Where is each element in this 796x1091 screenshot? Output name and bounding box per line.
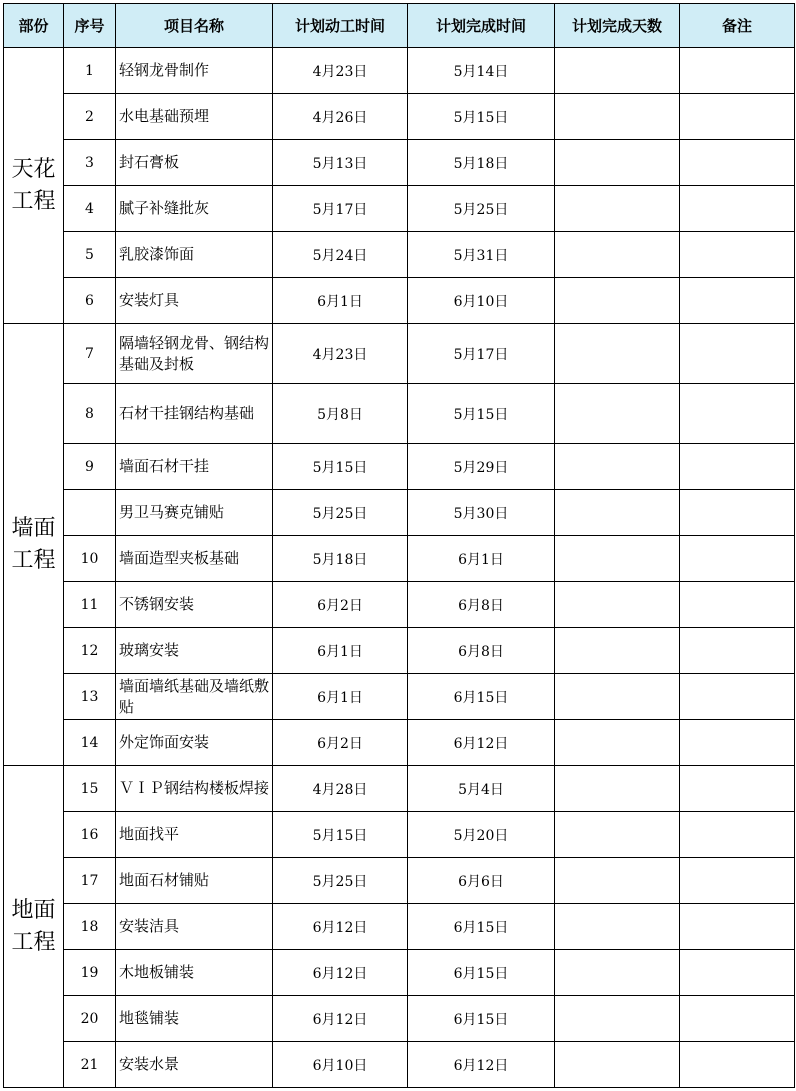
planned-days-cell [555,278,680,324]
row-number: 17 [64,858,116,904]
start-date: 6月10日 [273,1042,408,1088]
remark-cell [680,324,795,384]
table-row [4,996,795,1042]
row-number: 8 [64,384,116,444]
task-name: 水电基础预埋 [116,94,273,140]
task-name: 玻璃安装 [116,628,273,674]
planned-days-cell [555,536,680,582]
table-row [4,674,795,720]
task-name: 不锈钢安装 [116,582,273,628]
planned-days-cell [555,1042,680,1088]
planned-days-cell [555,582,680,628]
start-date: 4月28日 [273,766,408,812]
planned-days-cell [555,996,680,1042]
task-name: 隔墙轻钢龙骨、钢结构基础及封板 [116,324,273,384]
remark-cell [680,490,795,536]
remark-cell [680,720,795,766]
end-date: 6月15日 [408,996,555,1042]
row-number: 21 [64,1042,116,1088]
end-date: 5月30日 [408,490,555,536]
start-date: 5月15日 [273,812,408,858]
remark-cell [680,278,795,324]
table-row [4,490,795,536]
start-date: 4月26日 [273,94,408,140]
remark-cell [680,858,795,904]
end-date: 6月15日 [408,674,555,720]
end-date: 6月6日 [408,858,555,904]
table-row [4,858,795,904]
end-date: 5月17日 [408,324,555,384]
row-number: 10 [64,536,116,582]
header-days: 计划完成天数 [555,4,680,48]
section-label: 地面工程 [4,766,64,1088]
task-name: 地毯铺装 [116,996,273,1042]
task-name: 墙面造型夹板基础 [116,536,273,582]
table-row [4,186,795,232]
start-date: 5月25日 [273,490,408,536]
start-date: 5月25日 [273,858,408,904]
end-date: 5月25日 [408,186,555,232]
task-name: 封石膏板 [116,140,273,186]
header-row [4,4,795,48]
row-number: 11 [64,582,116,628]
task-name: 木地板铺装 [116,950,273,996]
header-no: 序号 [64,4,116,48]
task-name: 墙面石材干挂 [116,444,273,490]
remark-cell [680,628,795,674]
planned-days-cell [555,140,680,186]
table-row [4,904,795,950]
task-name: ＶＩＰ钢结构楼板焊接 [116,766,273,812]
row-number: 16 [64,812,116,858]
start-date: 6月12日 [273,996,408,1042]
row-number: 6 [64,278,116,324]
start-date: 4月23日 [273,48,408,94]
table-row [4,536,795,582]
table-row [4,232,795,278]
remark-cell [680,444,795,490]
table-row [4,582,795,628]
start-date: 4月23日 [273,324,408,384]
remark-cell [680,766,795,812]
start-date: 5月18日 [273,536,408,582]
end-date: 5月20日 [408,812,555,858]
end-date: 5月15日 [408,384,555,444]
row-number: 9 [64,444,116,490]
row-number: 15 [64,766,116,812]
task-name: 石材干挂钢结构基础 [116,384,273,444]
remark-cell [680,904,795,950]
planned-days-cell [555,904,680,950]
row-number: 7 [64,324,116,384]
planned-days-cell [555,490,680,536]
row-number: 18 [64,904,116,950]
start-date: 6月12日 [273,904,408,950]
end-date: 5月14日 [408,48,555,94]
end-date: 6月15日 [408,950,555,996]
table-row [4,1042,795,1088]
row-number: 2 [64,94,116,140]
planned-days-cell [555,950,680,996]
remark-cell [680,536,795,582]
planned-days-cell [555,232,680,278]
end-date: 6月8日 [408,582,555,628]
remark-cell [680,582,795,628]
task-name: 安装灯具 [116,278,273,324]
planned-days-cell [555,766,680,812]
planned-days-cell [555,186,680,232]
header-start: 计划动工时间 [273,4,408,48]
end-date: 6月10日 [408,278,555,324]
task-name: 轻钢龙骨制作 [116,48,273,94]
planned-days-cell [555,324,680,384]
row-number: 19 [64,950,116,996]
table-row [4,766,795,812]
planned-days-cell [555,858,680,904]
planned-days-cell [555,628,680,674]
task-name: 男卫马赛克铺贴 [116,490,273,536]
planned-days-cell [555,384,680,444]
row-number [64,490,116,536]
remark-cell [680,48,795,94]
header-name: 项目名称 [116,4,273,48]
header-part: 部份 [4,4,64,48]
table-row [4,950,795,996]
remark-cell [680,186,795,232]
end-date: 6月12日 [408,1042,555,1088]
task-name: 安装洁具 [116,904,273,950]
task-name: 腻子补缝批灰 [116,186,273,232]
remark-cell [680,140,795,186]
table-row [4,444,795,490]
end-date: 6月1日 [408,536,555,582]
start-date: 6月1日 [273,278,408,324]
end-date: 5月18日 [408,140,555,186]
start-date: 6月2日 [273,582,408,628]
start-date: 5月8日 [273,384,408,444]
table-row [4,812,795,858]
planned-days-cell [555,674,680,720]
start-date: 5月17日 [273,186,408,232]
table-row [4,720,795,766]
remark-cell [680,950,795,996]
start-date: 6月1日 [273,628,408,674]
row-number: 20 [64,996,116,1042]
row-number: 1 [64,48,116,94]
row-number: 4 [64,186,116,232]
planned-days-cell [555,444,680,490]
task-name: 安装水景 [116,1042,273,1088]
remark-cell [680,812,795,858]
task-name: 外定饰面安装 [116,720,273,766]
remark-cell [680,384,795,444]
table-row [4,324,795,384]
end-date: 6月15日 [408,904,555,950]
row-number: 13 [64,674,116,720]
table-row [4,94,795,140]
table-row [4,48,795,94]
start-date: 5月13日 [273,140,408,186]
row-number: 3 [64,140,116,186]
section-label: 墙面工程 [4,324,64,766]
task-name: 乳胶漆饰面 [116,232,273,278]
remark-cell [680,94,795,140]
planned-days-cell [555,812,680,858]
task-name: 墙面墙纸基础及墙纸敷贴 [116,674,273,720]
remark-cell [680,232,795,278]
header-remark: 备注 [680,4,795,48]
planned-days-cell [555,720,680,766]
start-date: 5月15日 [273,444,408,490]
table-row [4,384,795,444]
end-date: 5月15日 [408,94,555,140]
row-number: 5 [64,232,116,278]
remark-cell [680,1042,795,1088]
end-date: 5月4日 [408,766,555,812]
section-label: 天花工程 [4,48,64,324]
end-date: 6月12日 [408,720,555,766]
table-row [4,140,795,186]
row-number: 14 [64,720,116,766]
planned-days-cell [555,48,680,94]
start-date: 5月24日 [273,232,408,278]
task-name: 地面找平 [116,812,273,858]
end-date: 5月31日 [408,232,555,278]
start-date: 6月12日 [273,950,408,996]
end-date: 5月29日 [408,444,555,490]
start-date: 6月1日 [273,674,408,720]
task-name: 地面石材铺贴 [116,858,273,904]
table-row [4,278,795,324]
table-row [4,628,795,674]
start-date: 6月2日 [273,720,408,766]
end-date: 6月8日 [408,628,555,674]
remark-cell [680,996,795,1042]
remark-cell [680,674,795,720]
schedule-body [4,48,795,1088]
planned-days-cell [555,94,680,140]
row-number: 12 [64,628,116,674]
schedule-table [3,3,795,1088]
header-end: 计划完成时间 [408,4,555,48]
